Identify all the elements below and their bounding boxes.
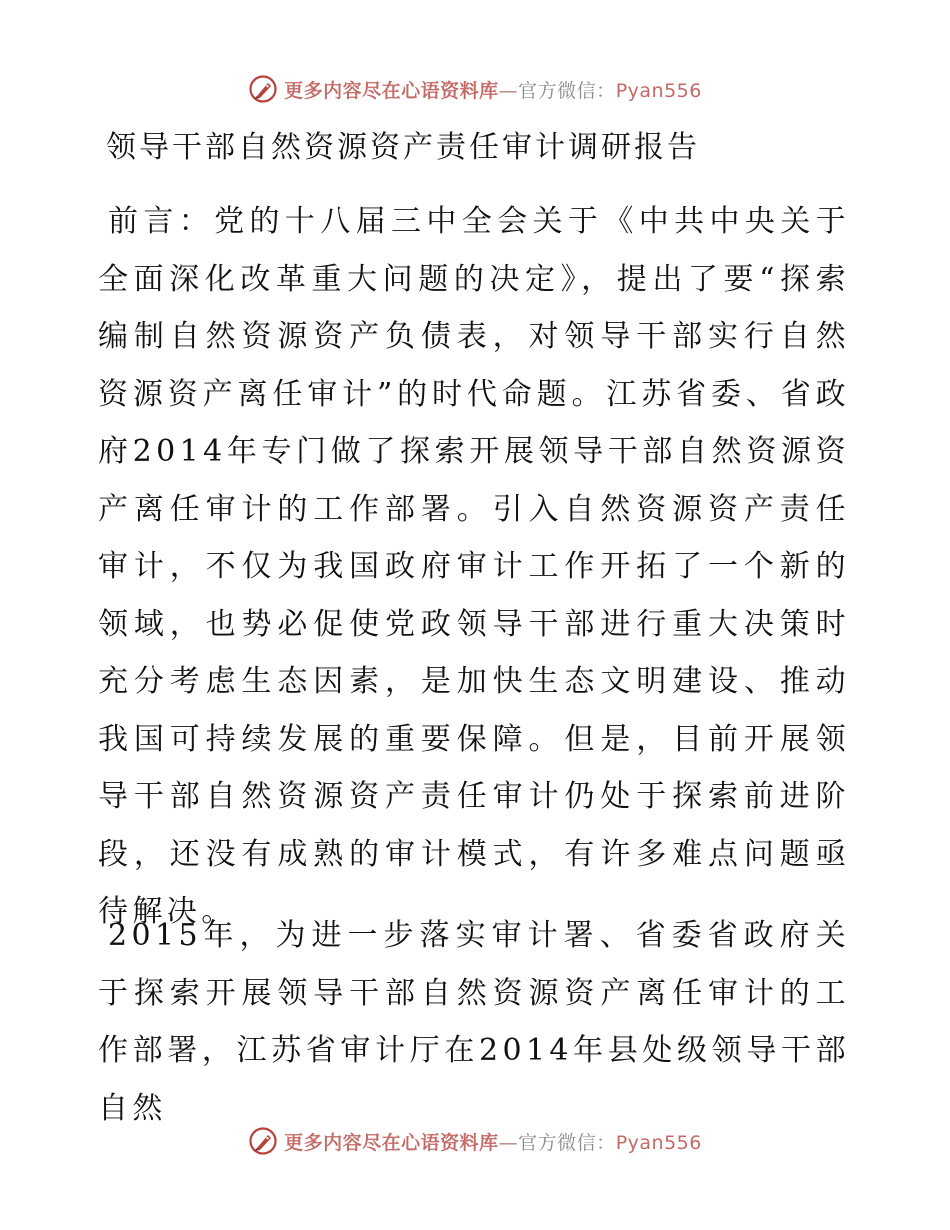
banner-text <box>284 1128 702 1155</box>
footer-watermark-banner <box>0 1124 950 1158</box>
banner-main-text: 更多内容尽在心语资料库 <box>284 79 499 102</box>
banner-dash: — <box>498 79 519 102</box>
banner-main-text: 更多内容尽在心语资料库 <box>284 1131 499 1154</box>
banner-wechat-id: Pyan556 <box>615 79 702 102</box>
header-watermark-banner <box>0 72 950 106</box>
banner-colon: ： <box>596 1131 616 1154</box>
document-title: 领导干部自然资源资产责任审计调研报告 <box>106 130 700 165</box>
paragraph-2015: 2015年，为进一步落实审计署、省委省政府关于探索开展领导干部自然资源资产离任审计的工作部署，江苏省审计厅在2014年县处级领导干部自然 <box>98 918 850 1126</box>
pen-nib-logo-icon <box>248 74 278 104</box>
banner-text <box>284 76 702 103</box>
banner-dash: — <box>498 1131 519 1154</box>
banner-wechat-label: 官方微信 <box>518 1131 597 1154</box>
paragraph-preface: 前言：党的十八届三中全会关于《中共中央关于全面深化改革重大问题的决定》，提出了要“探索编制自然资源资产负债表，对领导干部实行自然资源资产离任审计”的时代命题。江苏省委、省政府2014年专门做了探索开展领导干部自然资源资产离任审计的工作部署。引入自然资源资产责任审计，不仅为我国政府审计工作开拓了一个新的领域，也势必促使党政领导干部进行重大决策时充分考虑生态因素，是加快生态文明建设、推动我国可持续发展的重要保障。但是，目前开展领导干部自然资源资产责任审计仍处于探索前进阶段，还没有成熟的审计模式，有许多难点问题亟待解决。 <box>98 204 850 929</box>
banner-colon: ： <box>596 79 616 102</box>
pen-nib-logo-icon <box>248 1126 278 1156</box>
banner-wechat-id: Pyan556 <box>615 1131 702 1154</box>
banner-wechat-label: 官方微信 <box>518 79 597 102</box>
